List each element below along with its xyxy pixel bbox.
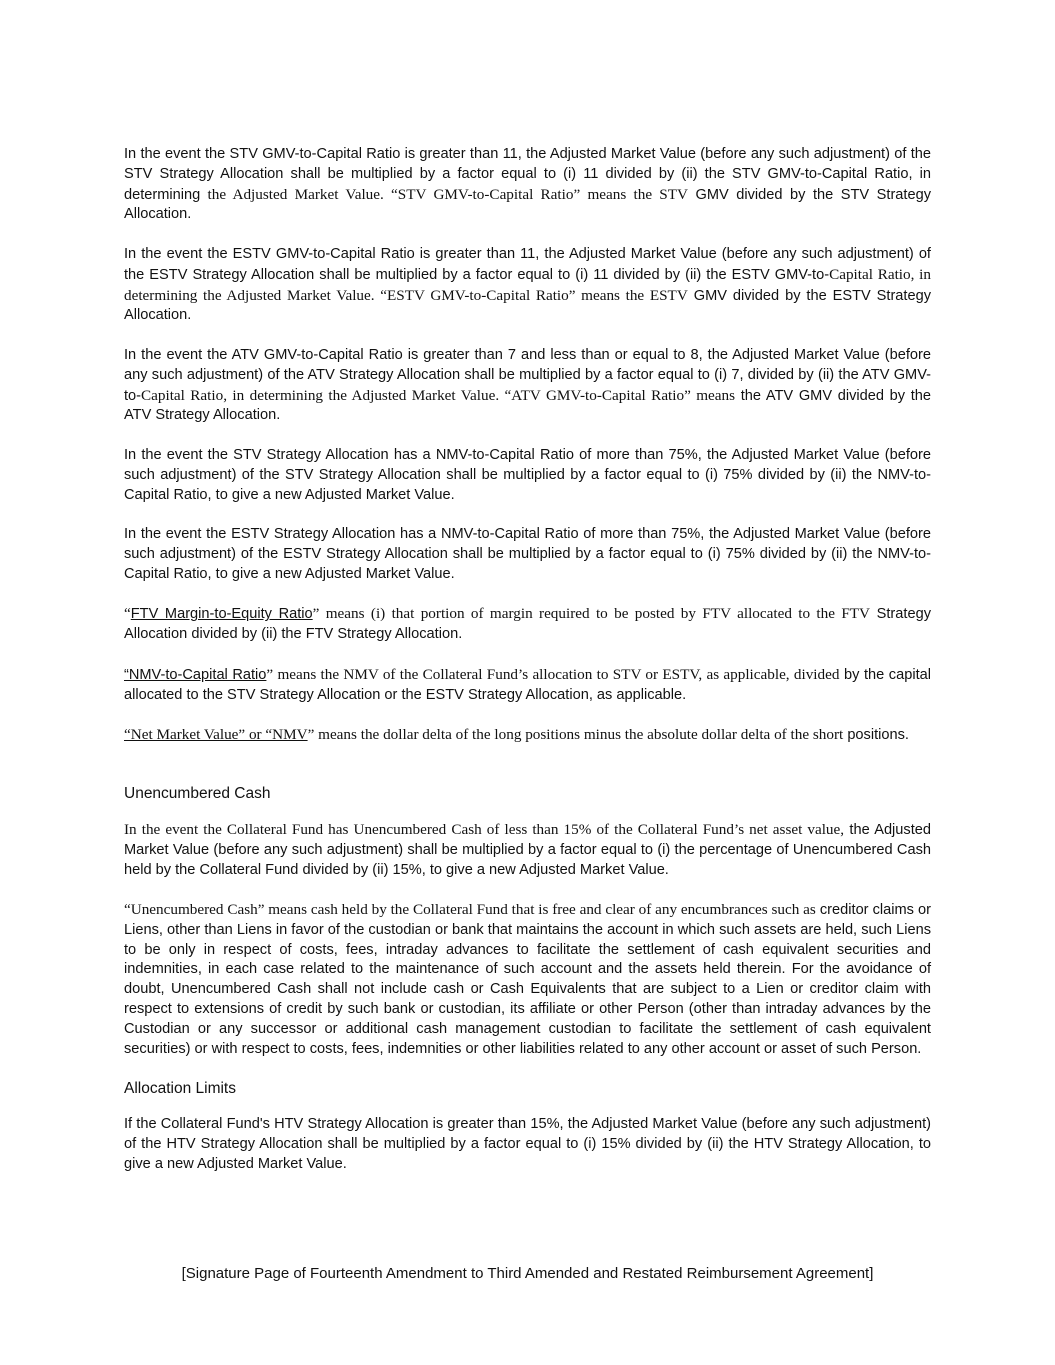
text-run-serif: Capital Ratio, in determining the Adjusted Market Value. “ATV GMV-to-Capital Ratio” means [141, 386, 736, 404]
paragraph-atv-gmv-ratio [124, 346, 931, 426]
text-run-serif: ” means the NMV of the Collateral Fund’s allocation to STV or ESTV, as applicable, divided [266, 665, 840, 683]
paragraph-unencumbered-event [124, 820, 931, 880]
paragraph-estv-nmv: In the event the ESTV Strategy Allocation has a NMV-to-Capital Ratio of more than 75%, the Adjusted Market Value (before such adjustment) of the ESTV Strategy Allocation shall be multiplied by a factor equal to (i) 75% divided by (ii) the NMV-to-Capital Ratio, to give a new Adjusted Market Value. [124, 526, 931, 582]
defined-term: “NMV-to-Capital Ratio [124, 666, 267, 683]
definition-nmv-to-capital [124, 665, 931, 706]
paragraph-estv-gmv-ratio [124, 245, 931, 326]
text-run: GMV divided by the ESTV Strategy Allocation. [124, 287, 932, 324]
definition-net-market-value [124, 725, 931, 746]
open-quote: “ [124, 605, 131, 623]
text-run: creditor claims or Liens, other than Liens in favor of the custodian or bank that maintains the account in which such assets are held, such Liens to be only in respect of costs, fees, intraday advances to facilitate the settlement of cash equivalent securities and indemnities, in each case related to the maintenance of such account and the assets held therein. For the avoidance of doubt, Unencumbered Cash shall not include cash or Cash Equivalents that are subject to a Lien or creditor claim with respect to extensions of credit by such bank or custodian, its affiliate or other Person (other than intraday advances by the Custodian or any successor or additional cash management custodian to facilitate the settlement of cash equivalent securities) or with respect to costs, fees, indemnities or other liabilities related to any other account or asset of such Person. [124, 902, 931, 1057]
text-run-serif: ” means (i) that portion of margin required to be posted by FTV allocated to the FTV [312, 605, 871, 623]
paragraph-htv-allocation: If the Collateral Fund's HTV Strategy Allocation is greater than 15%, the Adjusted Market Value (before any such adjustment) of the HTV Strategy Allocation shall be multiplied by a factor equal to (i) 15% divided by (ii) the HTV Strategy Allocation, to give a new Adjusted Market Value. [124, 1116, 931, 1172]
defined-term: FTV Margin-to-Equity Ratio [130, 606, 313, 623]
text-run-serif: ” means the dollar delta of the long positions minus the absolute dollar delta of the short [307, 726, 844, 744]
text-run: In the event the ATV GMV-to-Capital Ratio is greater than 7 and less than or equal to 8, the Adjusted Market Value (before any such adjustment) of the ATV Strategy Allocation shall be multiplied by a factor equal to (i) 7, divided by (ii) the ATV GMV-to- [124, 346, 931, 404]
text-run-serif: Capital Ratio, in determining the Adjusted Market Value. “ESTV GMV-to-Capital Ratio” means the ESTV [124, 265, 931, 304]
text-run: Strategy Allocation divided by (ii) the FTV Strategy Allocation. [124, 606, 931, 643]
heading-unencumbered-cash: Unencumbered Cash [124, 784, 271, 802]
definition-unencumbered-cash [124, 900, 931, 1059]
text-run: In the event the STV GMV-to-Capital Ratio is greater than 11, the Adjusted Market Value (before any such adjustment) of the STV Strategy Allocation shall be multiplied by a factor equal to (i) 11 divided by (ii) the STV GMV-to-Capital Ratio, in determining [124, 146, 931, 203]
text-run-serif: the Adjusted Market Value. “STV GMV-to-Capital Ratio” means the STV [200, 185, 689, 203]
text-run: the Adjusted Market Value (before any such adjustment) shall be multiplied by a factor equal to (i) the percentage of Unencumbered Cash held by the Collateral Fund divided by (ii) 15%, to give a new Adjusted Market Value. [124, 821, 932, 878]
signature-page-footer: [Signature Page of Fourteenth Amendment to Third Amended and Restated Reimbursement Agreement] [181, 1265, 874, 1282]
defined-term: “Net Market Value” or “NMV [124, 726, 308, 744]
text-run: positions. [843, 727, 909, 744]
text-run-serif: In the event the Collateral Fund has Unencumbered Cash of less than 15% of the Collateral Fund’s net asset value, [124, 820, 845, 838]
text-run: by the capital allocated to the STV Strategy Allocation or the ESTV Strategy Allocation, as applicable. [124, 666, 931, 703]
document-body [124, 145, 931, 1194]
text-run: the ATV GMV divided by the ATV Strategy Allocation. [124, 387, 931, 424]
text-run-serif: “Unencumbered Cash” means cash held by the Collateral Fund that is free and clear of any encumbrances such as [124, 901, 816, 919]
text-run: GMV divided by the STV Strategy Allocation. [124, 186, 932, 223]
heading-allocation-limits: Allocation Limits [124, 1080, 236, 1098]
definition-ftv-margin-to-equity [124, 604, 931, 645]
text-run: In the event the ESTV GMV-to-Capital Ratio is greater than 11, the Adjusted Market Value (before any such adjustment) of the ESTV Strategy Allocation shall be multiplied by a factor equal to (i) 11 divided by (ii) the ESTV GMV-to- [124, 245, 931, 283]
paragraph-stv-nmv: In the event the STV Strategy Allocation has a NMV-to-Capital Ratio of more than 75%, the Adjusted Market Value (before such adjustment) of the STV Strategy Allocation shall be multiplied by a factor equal to (i) 75% divided by (ii) the NMV-to-Capital Ratio, to give a new Adjusted Market Value. [124, 446, 931, 503]
paragraph-stv-gmv-ratio [124, 145, 931, 225]
